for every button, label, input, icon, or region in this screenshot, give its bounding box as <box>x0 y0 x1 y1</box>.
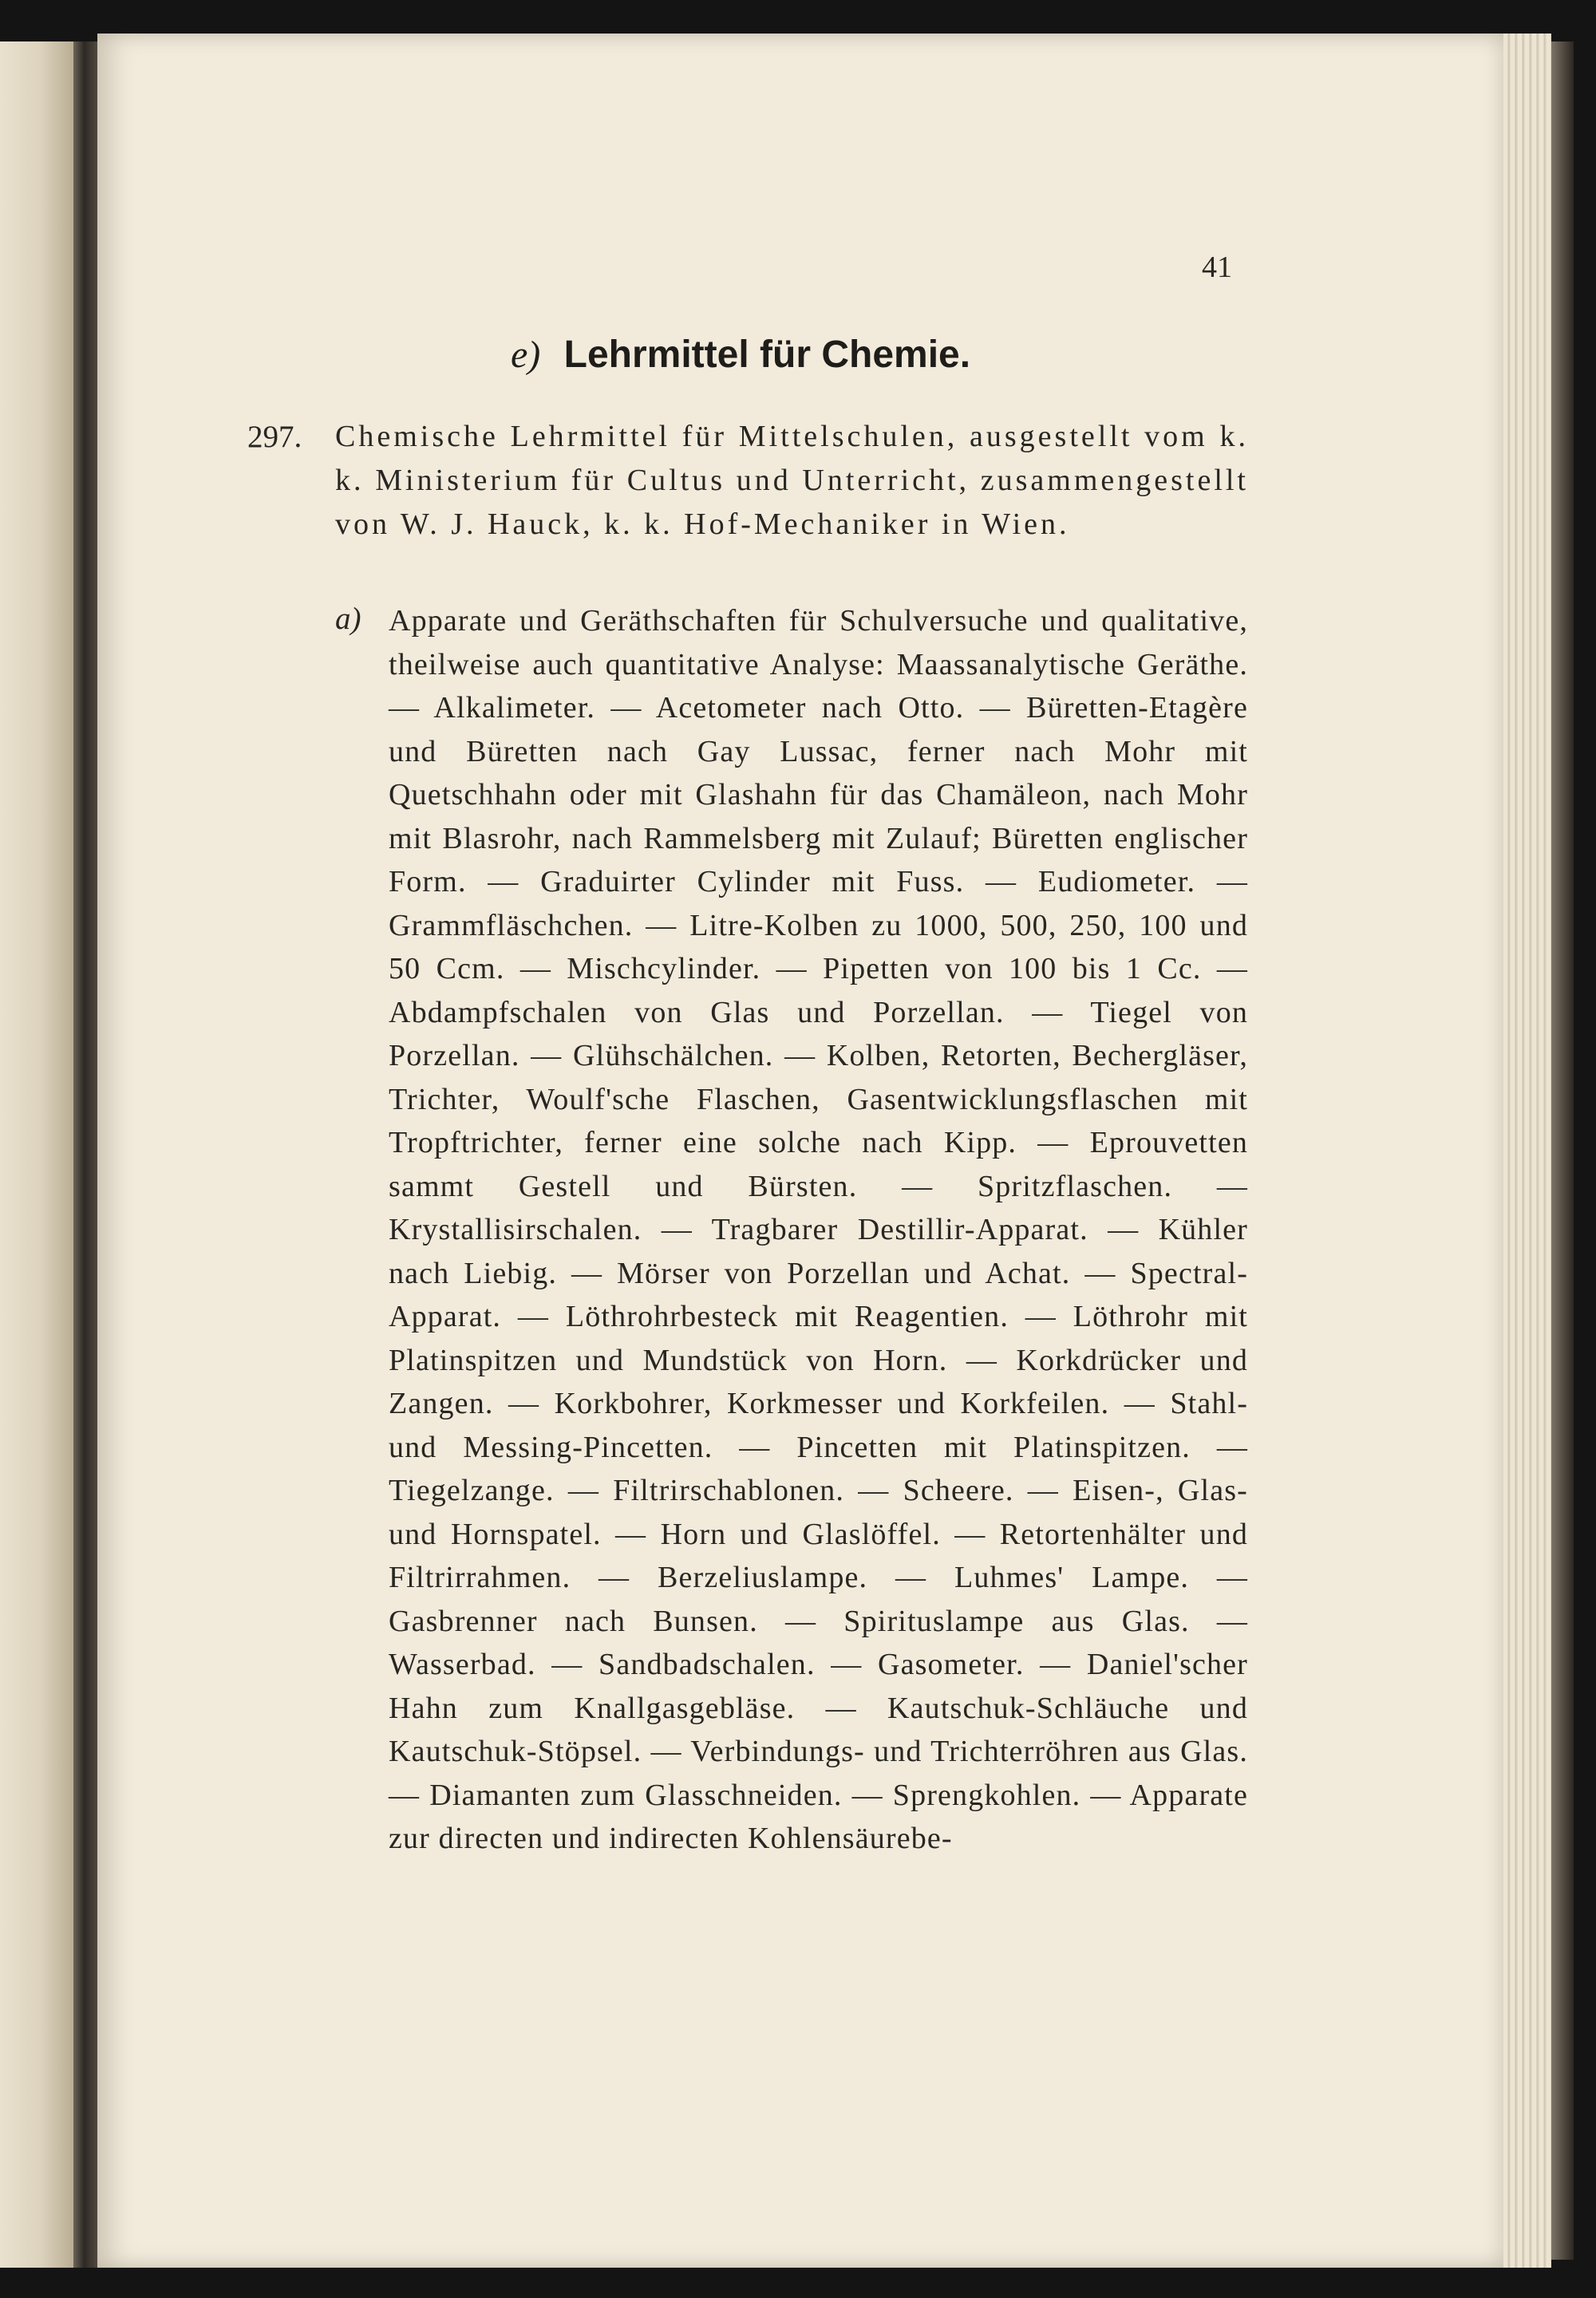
section-letter: e) <box>511 334 541 376</box>
entry-number: 297. <box>247 420 302 454</box>
entry-title-text: Chemische Lehrmittel für Mittelschulen, ausgestellt vom k. k. Ministerium für Cultus und Unterricht, zusammengestellt von W. J. Hauck, k. k. Hof-Mechaniker in Wien. <box>335 420 1249 541</box>
book-edge-shadow <box>1551 41 1574 2260</box>
page-number: 41 <box>1202 251 1232 284</box>
section-heading <box>511 333 970 377</box>
subsection-label: a) <box>335 602 361 636</box>
section-title: Lehrmittel für Chemie. <box>563 334 971 376</box>
book-gutter <box>73 41 97 2268</box>
subsection-body-text: Apparate und Geräthschaften für Schulversuche und qualitative, theilweise auch quantitative Analyse: Maassanalytische Geräthe. — Alkalimeter. — Acetometer nach Otto. — Büretten-Etagère und Büretten nach Gay Lussac, ferner nach Mohr mit Quetschhahn oder mit Glashahn für das Chamäleon, nach Mohr mit Blasrohr, nach Rammelsberg mit Zulauf; Büretten englischer Form. — Graduirter Cylinder mit Fuss. — Eudiometer. — Grammfläschchen. — Litre-Kolben zu 1000, 500, 250, 100 und 50 Ccm. — Mischcylinder. — Pipetten von 100 bis 1 Cc. — Abdampfschalen von Glas und Porzellan. — Tiegel von Porzellan. — Glühschälchen. — Kolben, Retorten, Bechergläser, Trichter, Woulf'sche Flaschen, Gasentwicklungsflaschen mit Tropftrichter, ferner eine solche nach Kipp. — Eprouvetten sammt Gestell und Bürsten. — Spritzflaschen. — Krystallisirschalen. — Tragbarer Destillir-Apparat. — Kühler nach Liebig. — Mörser von Porzellan und Achat. — Spectral-Apparat. — Löthrohrbesteck mit Reagentien. — Löthrohr mit Platinspitzen und Mundstück von Horn. — Korkdrücker und Zangen. — Korkbohrer, Korkmesser und Korkfeilen. — Stahl- und Messing-Pincetten. — Pincetten mit Platinspitzen. — Tiegelzange. — Filtrirschablonen. — Scheere. — Eisen-, Glas- und Hornspatel. — Horn und Glaslöffel. — Retortenhälter und Filtrirrahmen. — Berzeliuslampe. — Luhmes' Lampe. — Gasbrenner nach Bunsen. — Spirituslampe aus Glas. — Wasserbad. — Sandbadschalen. — Gasometer. — Daniel'scher Hahn zum Knallgasgebläse. — Kautschuk-Schläuche und Kautschuk-Stöpsel. — Verbindungs- und Trichterröhren aus Glas. — Diamanten zum Glasschneiden. — Sprengkohlen. — Apparate zur directen und indirecten Kohlensäurebe- <box>389 604 1248 1855</box>
left-page-margin <box>0 41 73 2268</box>
page-stack-edge <box>1503 34 1551 2268</box>
